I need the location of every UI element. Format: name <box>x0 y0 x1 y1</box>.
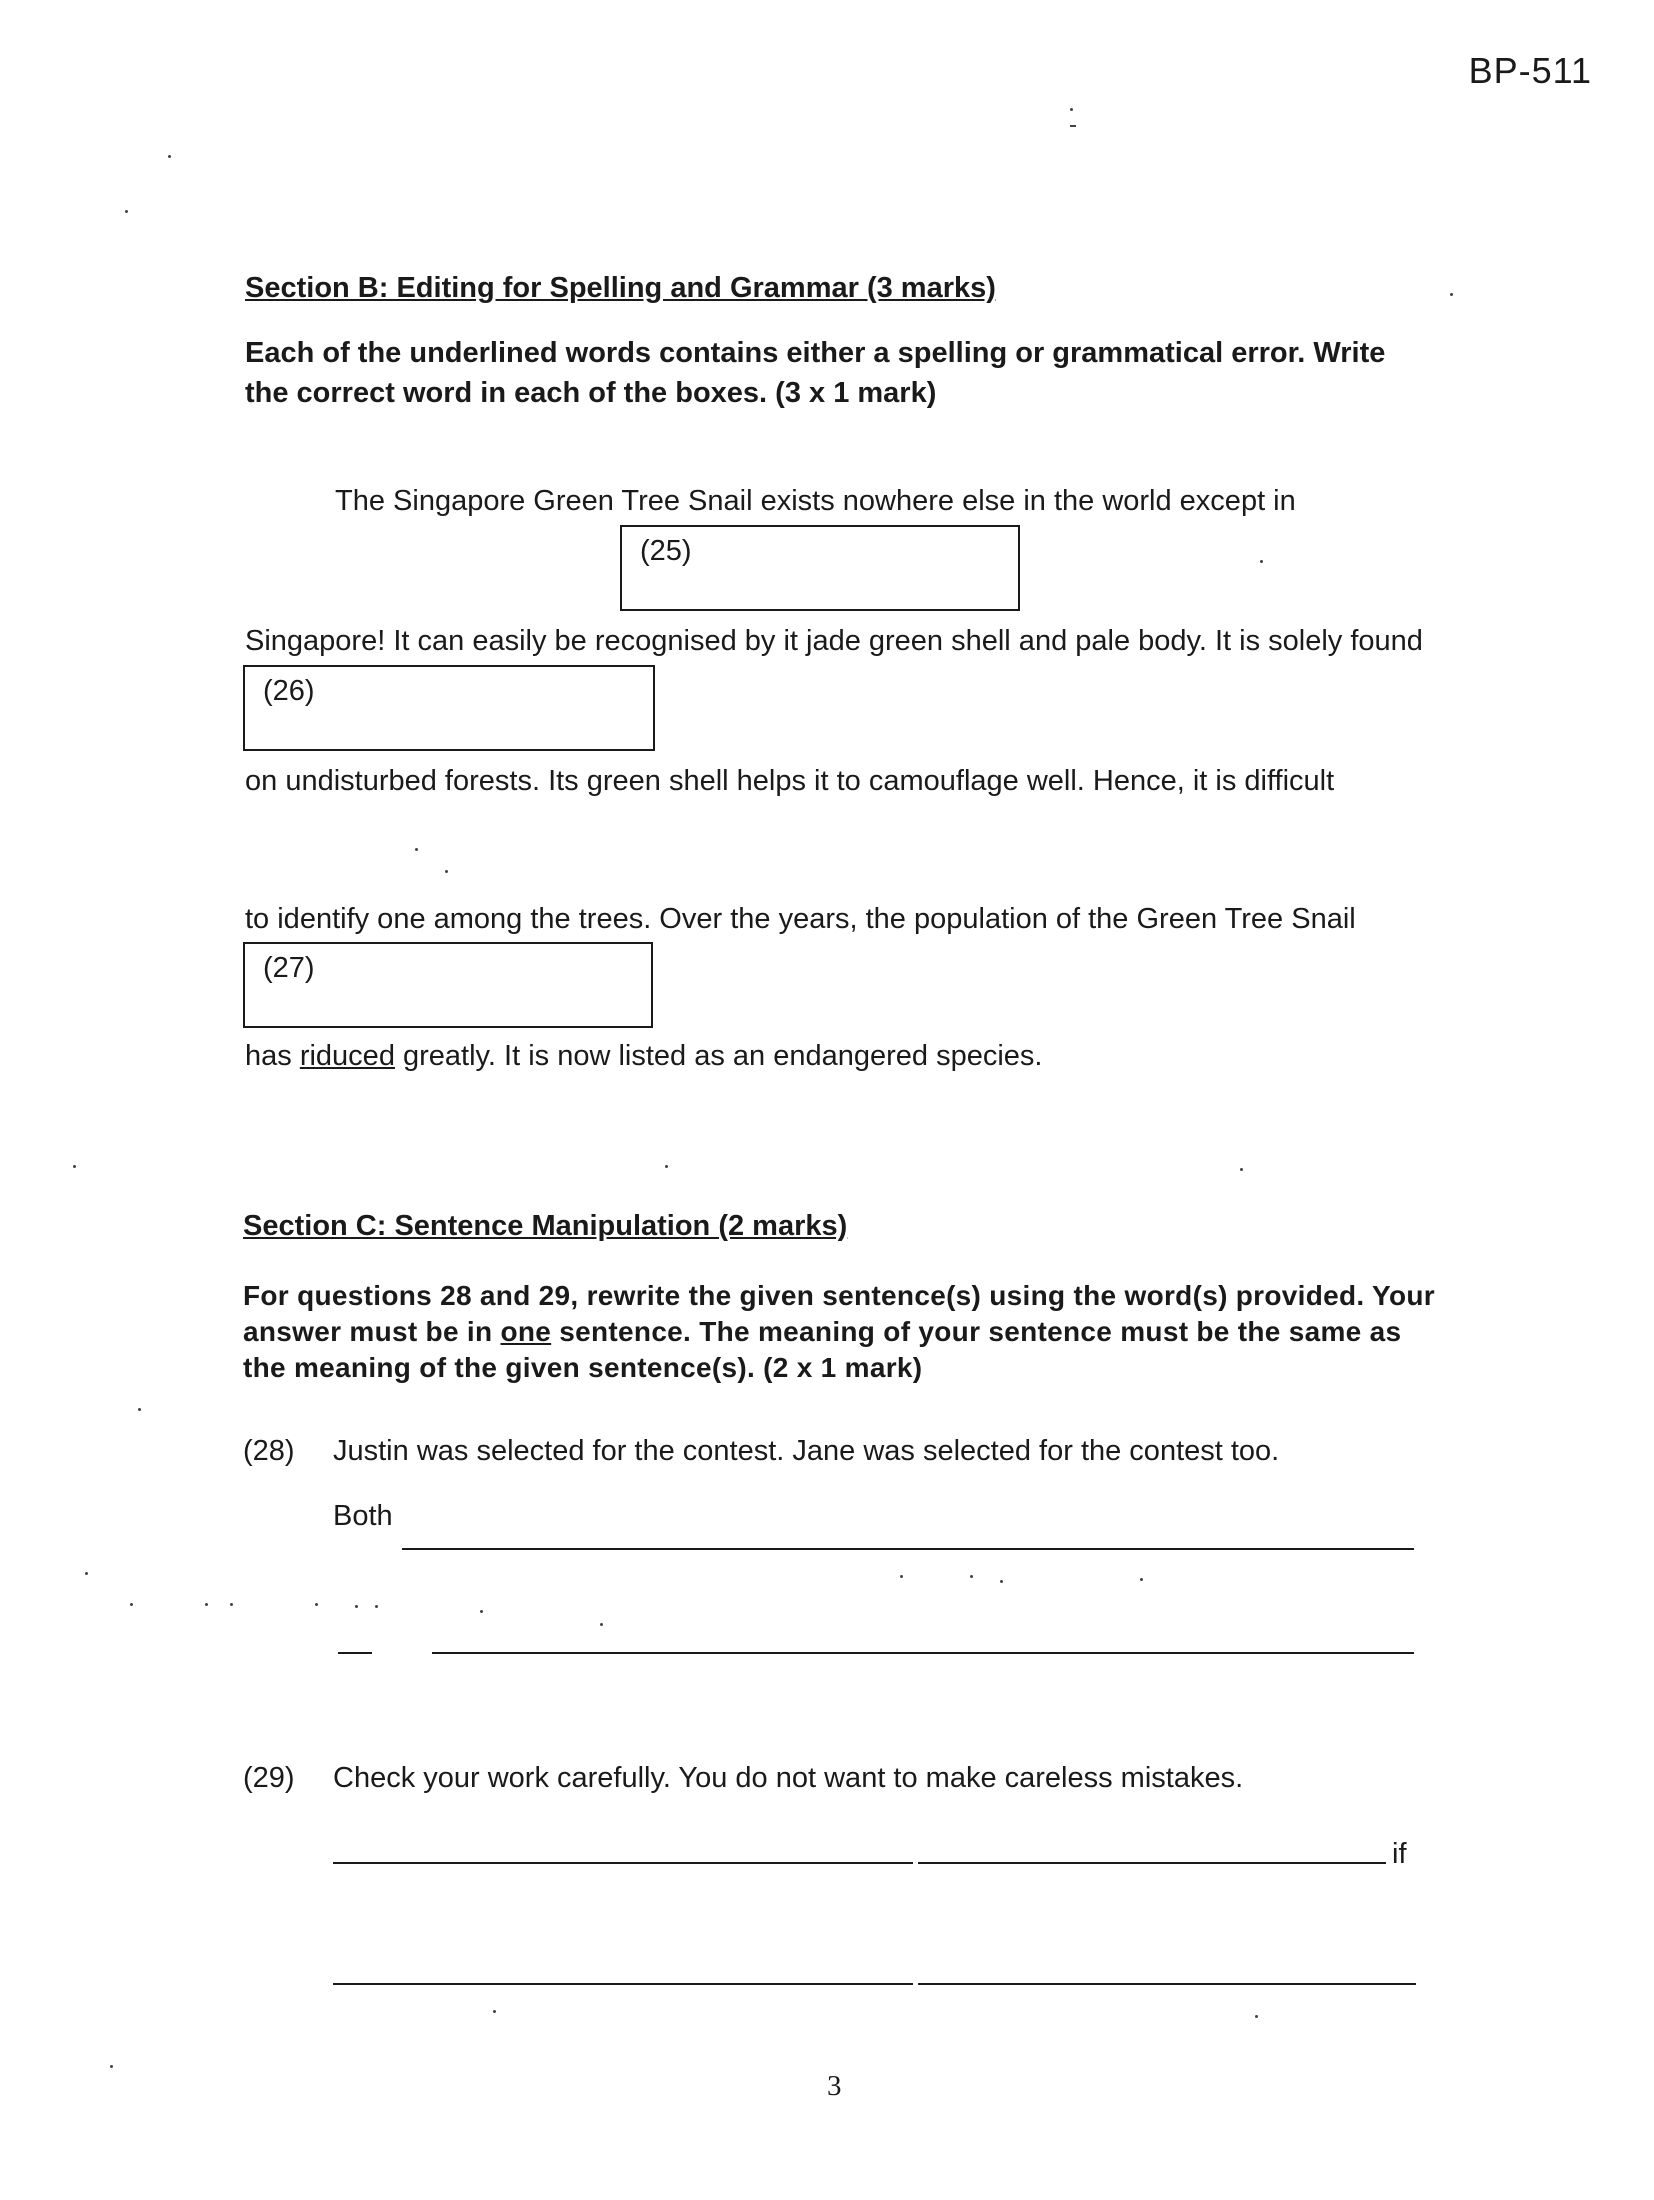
scan-speck <box>415 848 418 851</box>
scan-speck <box>1070 125 1076 127</box>
scan-speck <box>138 1408 141 1411</box>
scan-speck <box>205 1603 208 1606</box>
passage-line-2: Singapore! It can easily be recognised by it jade green shell and pale body. It is solely found <box>245 625 1423 657</box>
scan-speck <box>600 1623 603 1626</box>
answer-box-26[interactable] <box>243 665 655 751</box>
answer-box-label: (26) <box>263 675 315 707</box>
question-28-text: Justin was selected for the contest. Jane was selected for the contest too. <box>333 1435 1280 1467</box>
answer-line-28-2[interactable] <box>432 1652 1414 1654</box>
scan-speck <box>1240 1168 1243 1171</box>
scan-speck <box>1255 2015 1258 2018</box>
section-c-title: Section C: Sentence Manipulation (2 marks) <box>243 1210 848 1242</box>
underlined-word: one <box>500 1316 552 1347</box>
passage-line-1: The Singapore Green Tree Snail exists nowhere else in the world except in <box>335 485 1296 517</box>
scan-speck <box>355 1605 358 1608</box>
line-dash <box>338 1652 372 1654</box>
scan-speck <box>125 210 128 213</box>
answer-box-label: (27) <box>263 952 315 984</box>
answer-box-label: (25) <box>640 535 692 567</box>
scan-speck <box>85 1572 88 1575</box>
passage-text: has <box>245 1040 292 1072</box>
answer-line-28-1[interactable] <box>402 1548 1414 1550</box>
question-28-starter: Both <box>333 1500 393 1532</box>
scan-speck <box>73 1165 76 1168</box>
underlined-error-word: riduced <box>299 1040 395 1072</box>
answer-line-29-1b[interactable] <box>918 1862 1386 1864</box>
section-b-instructions: Each of the underlined words contains either a spelling or grammatical error. Write the correct word in each of the boxes. (3 x 1 mark) <box>245 337 1386 409</box>
scan-speck <box>315 1603 318 1606</box>
scan-speck <box>900 1575 903 1578</box>
scan-speck <box>480 1610 483 1613</box>
scan-speck <box>130 1603 133 1606</box>
scan-speck <box>445 870 448 873</box>
passage-line-3: on undisturbed forests. Its green shell helps it to camouflage well. Hence, it is difficult <box>245 765 1335 797</box>
passage-text: greatly. It is now listed as an endangered species. <box>403 1040 1043 1072</box>
answer-line-29-1a[interactable] <box>333 1862 913 1864</box>
scan-speck <box>970 1575 973 1578</box>
passage-line-4: to identify one among the trees. Over the years, the population of the Green Tree Snail <box>245 903 1356 935</box>
passage-line-5 <box>245 1040 1042 1073</box>
question-29-text: Check your work carefully. You do not want to make careless mistakes. <box>333 1762 1244 1794</box>
question-28-number: (28) <box>243 1435 295 1467</box>
answer-box-25[interactable] <box>620 525 1020 611</box>
scan-speck <box>168 155 171 158</box>
instructions-text: For questions 28 and 29, rewrite the given sentence(s) using the word(s) provided. Your answer must be in <box>243 1280 1435 1347</box>
scan-speck <box>1140 1578 1143 1581</box>
answer-box-27[interactable] <box>243 942 653 1028</box>
instructions-text: sentence. The meaning of your sentence must be the same as the meaning of the given sentence(s). (2 x 1 mark) <box>243 1316 1402 1383</box>
scan-speck <box>493 2010 496 2013</box>
section-b-title: Section B: Editing for Spelling and Grammar (3 marks) <box>245 272 996 304</box>
answer-line-29-2a[interactable] <box>333 1983 913 1985</box>
scan-speck <box>1000 1580 1003 1583</box>
scan-speck <box>1450 293 1453 296</box>
document-code: BP-511 <box>1468 50 1592 91</box>
scan-speck <box>665 1165 668 1168</box>
scan-speck <box>375 1605 378 1608</box>
scan-speck <box>1260 560 1263 563</box>
question-29-number: (29) <box>243 1762 295 1794</box>
answer-line-29-2b[interactable] <box>918 1983 1416 1985</box>
page-number: 3 <box>827 2070 842 2102</box>
scan-speck <box>110 2065 113 2068</box>
question-29-connector: if <box>1392 1838 1407 1870</box>
scan-speck <box>1070 108 1073 111</box>
scan-speck <box>230 1603 233 1606</box>
section-c-instructions <box>243 1278 1435 1386</box>
